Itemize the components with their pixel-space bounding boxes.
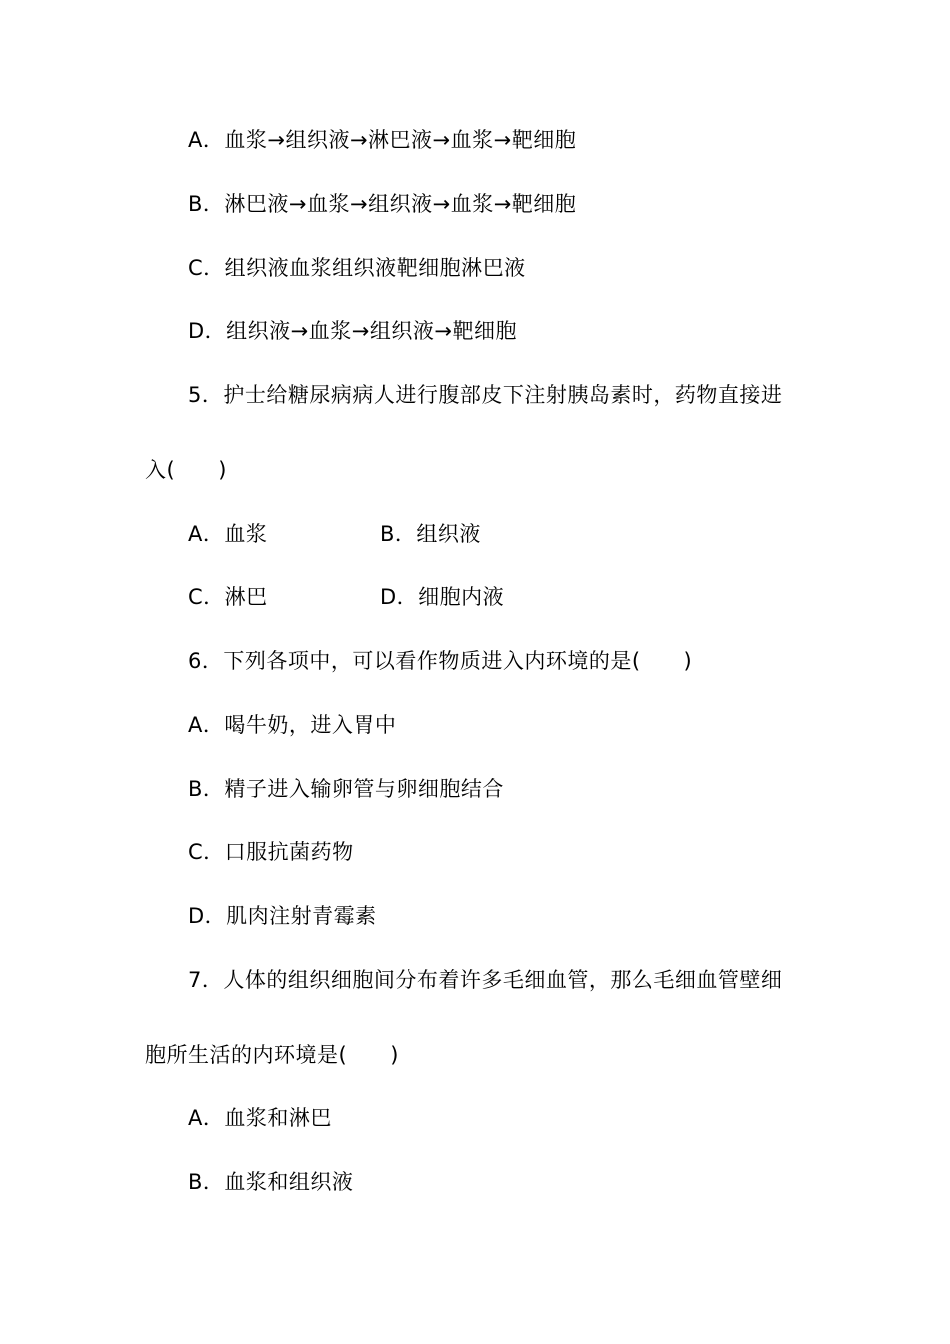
q5-stem-line1: 5．护士给糖尿病病人进行腹部皮下注射胰岛素时，药物直接进	[188, 383, 783, 407]
q6-option-b: B．精子进入输卵管与卵细胞结合	[188, 777, 504, 801]
q6-stem: 6．下列各项中，可以看作物质进入内环境的是( )	[188, 649, 693, 673]
q7-stem-line1: 7．人体的组织细胞间分布着许多毛细血管，那么毛细血管壁细	[188, 968, 783, 992]
q7-option-b: B．血浆和组织液	[188, 1170, 354, 1194]
q6-option-c: C．口服抗菌药物	[188, 840, 354, 864]
q4-option-a: A．血浆→组织液→淋巴液→血浆→靶细胞	[188, 128, 577, 152]
q5-option-d: D．细胞内液	[380, 585, 505, 609]
q4-option-c: C．组织液血浆组织液靶细胞淋巴液	[188, 256, 526, 280]
q5-option-a: A．血浆	[188, 522, 268, 546]
q7-stem-line2: 胞所生活的内环境是( )	[145, 1043, 399, 1067]
q4-option-b: B．淋巴液→血浆→组织液→血浆→靶细胞	[188, 192, 577, 216]
q6-option-a: A．喝牛奶，进入胃中	[188, 713, 397, 737]
q6-option-d: D．肌肉注射青霉素	[188, 904, 377, 928]
q5-stem-line2: 入( )	[145, 458, 227, 482]
q7-option-a: A．血浆和淋巴	[188, 1106, 332, 1130]
q4-option-d: D．组织液→血浆→组织液→靶细胞	[188, 319, 517, 343]
q5-option-b: B．组织液	[380, 522, 481, 546]
q5-option-c: C．淋巴	[188, 585, 268, 609]
